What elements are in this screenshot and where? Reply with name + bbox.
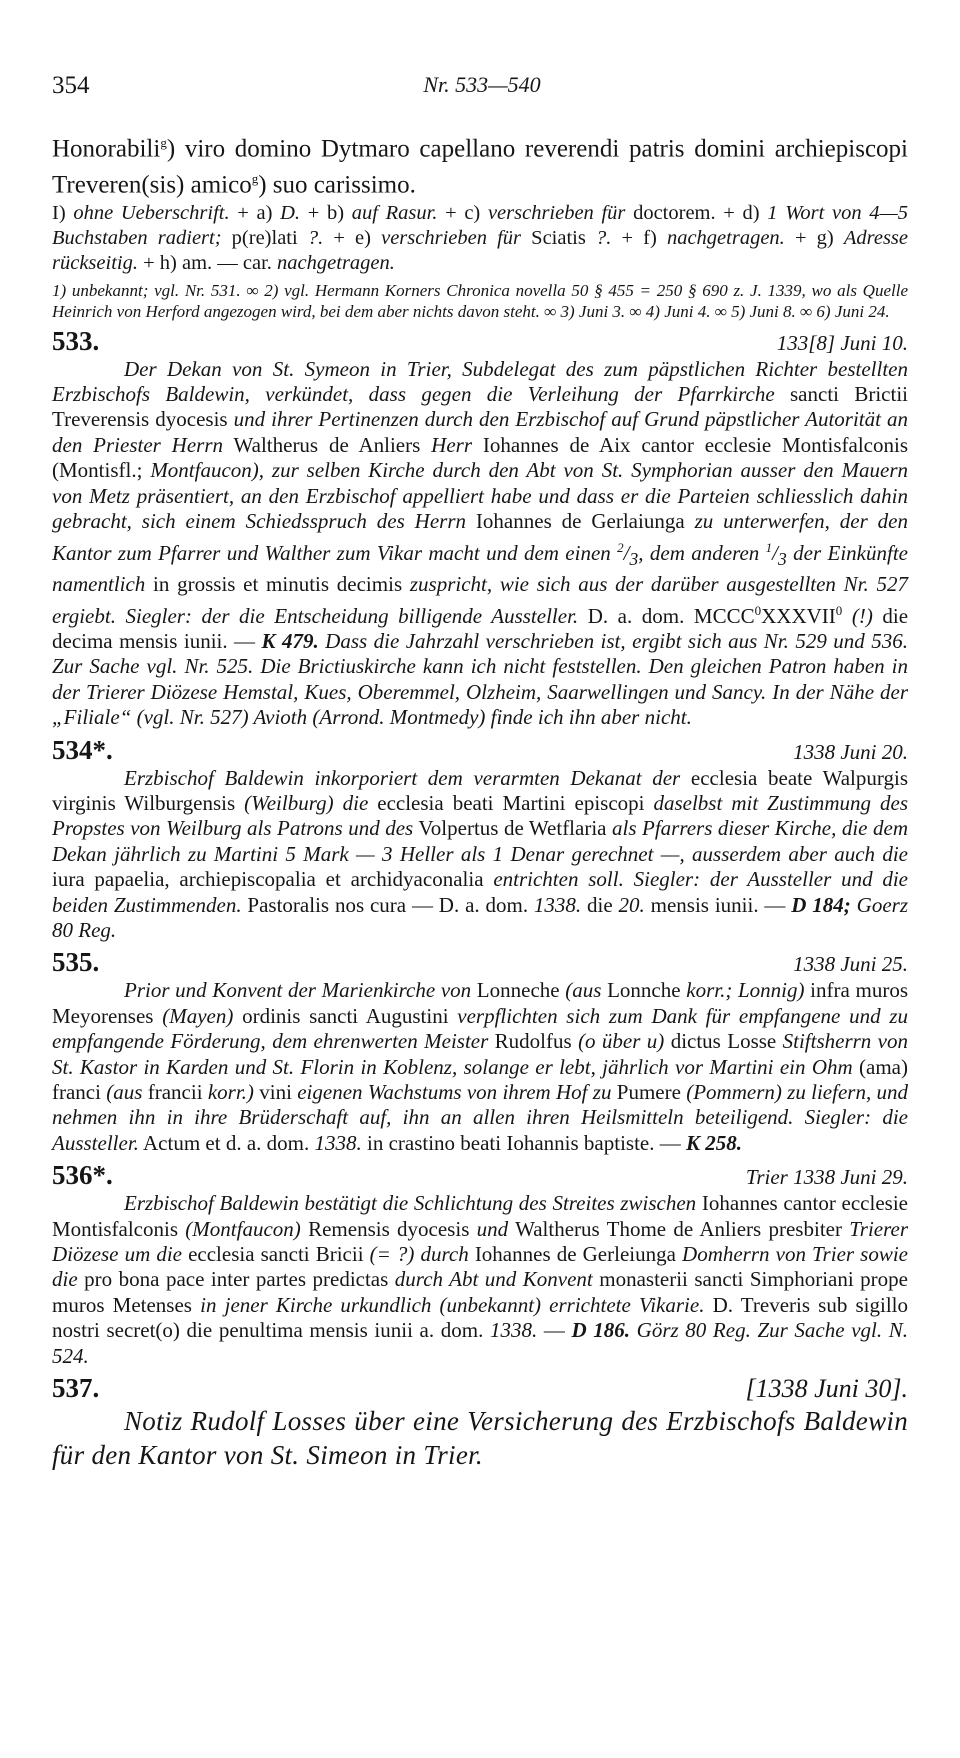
address-line: Honorabili$^g$) viro domino Dytmaro capellano reverendi patris domini archiepiscopi Treveren(sis) amico$^g$) suo carissimo. [52, 135, 908, 199]
entry-text: Erzbischof Baldewin bestätigt die Schlichtung des Streites zwischen Iohannes cantor ecclesie Montisfalconis (Montfaucon) Remensis dyocesis und Waltherus Thome de Anliers presbiter Trierer Diözese um die ecclesia sancti Bricii (= ?) durch Iohannes de Gerleiunga Domherrn von Trier sowie die pro bona pace inter partes predictas durch Abt und Konvent monasterii sancti Simphoriani prope muros Metenses in jener Kirche urkundlich (unbekannt) errichtete Vikarie. D. Treveris sub sigillo nostri secret(o) die penultima mensis iunii a. dom. 1338. — D 186. Görz 80 Reg. Zur Sache vgl. N. 524. [52, 1191, 908, 1368]
entry-date: Trier 1338 Juni 29. [745, 1165, 908, 1190]
entry-number: 537. [52, 1373, 100, 1404]
entry-537 [52, 1373, 908, 1472]
entry-number: 533. [52, 325, 100, 356]
entry-text: Erzbischof Baldewin inkorporiert dem verarmten Dekanat der ecclesia beate Walpurgis virginis Wilburgensis (Weilburg) die ecclesia beati Martini episcopi daselbst mit Zustimmung des Propstes von Weilburg als Patrons und des Volpertus de Wetflaria als Pfarrers dieser Kirche, die dem Dekan jährlich zu Martini 5 Mark — 3 Heller als 1 Denar gerechnet —, ausserdem aber auch die iura papaelia, archiepiscopalia et archidyaconalia entrichten soll. Siegler: der Aussteller und die beiden Zustimmenden. Pastoralis nos cura — D. a. dom. 1338. die 20. mensis iunii. — D 184; Goerz 80 Reg. [52, 765, 909, 942]
entry-534 [52, 735, 908, 944]
entry-date: [1338 Juni 30]. [745, 1374, 908, 1404]
entry-date: 133[8] Juni 10. [776, 330, 908, 355]
entry-number: 536*. [52, 1160, 113, 1191]
entry-536 [52, 1160, 908, 1369]
entry-text: Prior und Konvent der Marienkirche von Lonneche (aus Lonnche korr.; Lonnig) infra muros Meyorenses (Mayen) ordinis sancti Augustini verpflichten sich zum Dank für empfangene und zu empfangende Förderung, dem ehrenwerten Meister Rudolfus (o über u) dictus Losse Stiftsherrn von St. Kastor in Karden und St. Florin in Koblenz, solange er lebt, jährlich vor Martini ein Ohm (ama) franci (aus francii korr.) vini eigenen Wachstums von ihrem Hof zu Pumere (Pommern) zu liefern, und nehmen ihn in ihre Brüderschaft auf, ihn an allen ihren Heilsmitteln beteiligend. Siegler: die Aussteller. Actum et d. a. dom. 1338. in crastino beati Iohannis baptiste. — K 258. [52, 978, 909, 1155]
running-title: Nr. 533—540 [423, 72, 541, 97]
entry-533 [52, 326, 908, 731]
page-number: 354 [52, 72, 90, 99]
footnotes: 1) unbekannt; vgl. Nr. 531. ∞ 2) vgl. Hermann Korners Chronica novella 50 § 455 = 250 § 690 z. J. 1339, wo als Quelle Heinrich von Herford angezogen wird, bei dem aber nichts davon steht. ∞ 3) Juni 3. ∞ 4) Juni 4. ∞ 5) Juni 8. ∞ 6) Juni 24. [52, 280, 908, 321]
entry-date: 1338 Juni 25. [793, 952, 908, 977]
page-header [52, 72, 912, 112]
entry-text: Der Dekan von St. Symeon in Trier, Subdelegat des zum päpstlichen Richter bestellten Erzbischofs Baldewin, verkündet, dass gegen die Verleihung der Pfarrkirche sancti Brictii Treverensis dyocesis und ihrer Pertinenzen durch den Erzbischof auf Grund päpstlicher Autorität an den Priester Herrn Waltherus de Anliers Herr Iohannes de Aix cantor ecclesie Montisfalconis (Montisfl.; Montfaucon), zur selben Kirche durch den Abt von St. Symphorian ausser den Mauern von Metz präsentiert, an den Erzbischof appelliert habe und dass er die Parteien schliesslich dahin gebracht, sich einem Schiedsspruch des Herrn Iohannes de Gerlaiunga zu unterwerfen, der den Kantor zum Pfarrer und Walther zum Vikar macht und dem einen $^2/_3$, dem anderen $^1/_3$ der Einkünfte namentlich in grossis et minutis decimis zuspricht, wie sich aus der darüber ausgestellten Nr. 527 ergiebt. Siegler: der die Entscheidung billigende Aussteller. D. a. dom. MCCC$^0$XXXVII$^0$ (!) die decima mensis iunii. — K 479. Dass die Jahrzahl verschrieben ist, ergibt sich aus Nr. 529 und 536. Zur Sache vgl. Nr. 525. Die Brictiuskirche kann ich nicht feststellen. Den gleichen Patron haben in der Trierer Diözese Hemstal, Kues, Oberemmel, Olzheim, Saarwellingen und Sancy. In der Nähe der „Filiale“ (vgl. Nr. 527) Avioth (Arrond. Montmedy) finde ich ihn aber nicht. [52, 356, 909, 730]
entry-number: 534*. [52, 734, 113, 765]
entry-text: Notiz Rudolf Losses über eine Versicherung des Erzbischofs Baldewin für den Kantor von St. Simeon in Trier. [52, 1406, 908, 1471]
variant-notes: I) ohne Ueberschrift. + a) D. + b) auf Rasur. + c) verschrieben für doctorem. + d) 1 Wort von 4—5 Buchstaben radiert; p(re)lati ?. + e) verschrieben für Sciatis ?. + f) nachgetragen. + g) Adresse rückseitig. + h) am. — car. nachgetragen. [52, 201, 909, 274]
page-body [52, 128, 908, 1472]
entry-number: 535. [52, 947, 100, 978]
entry-535 [52, 947, 908, 1156]
entry-date: 1338 Juni 20. [793, 739, 908, 764]
